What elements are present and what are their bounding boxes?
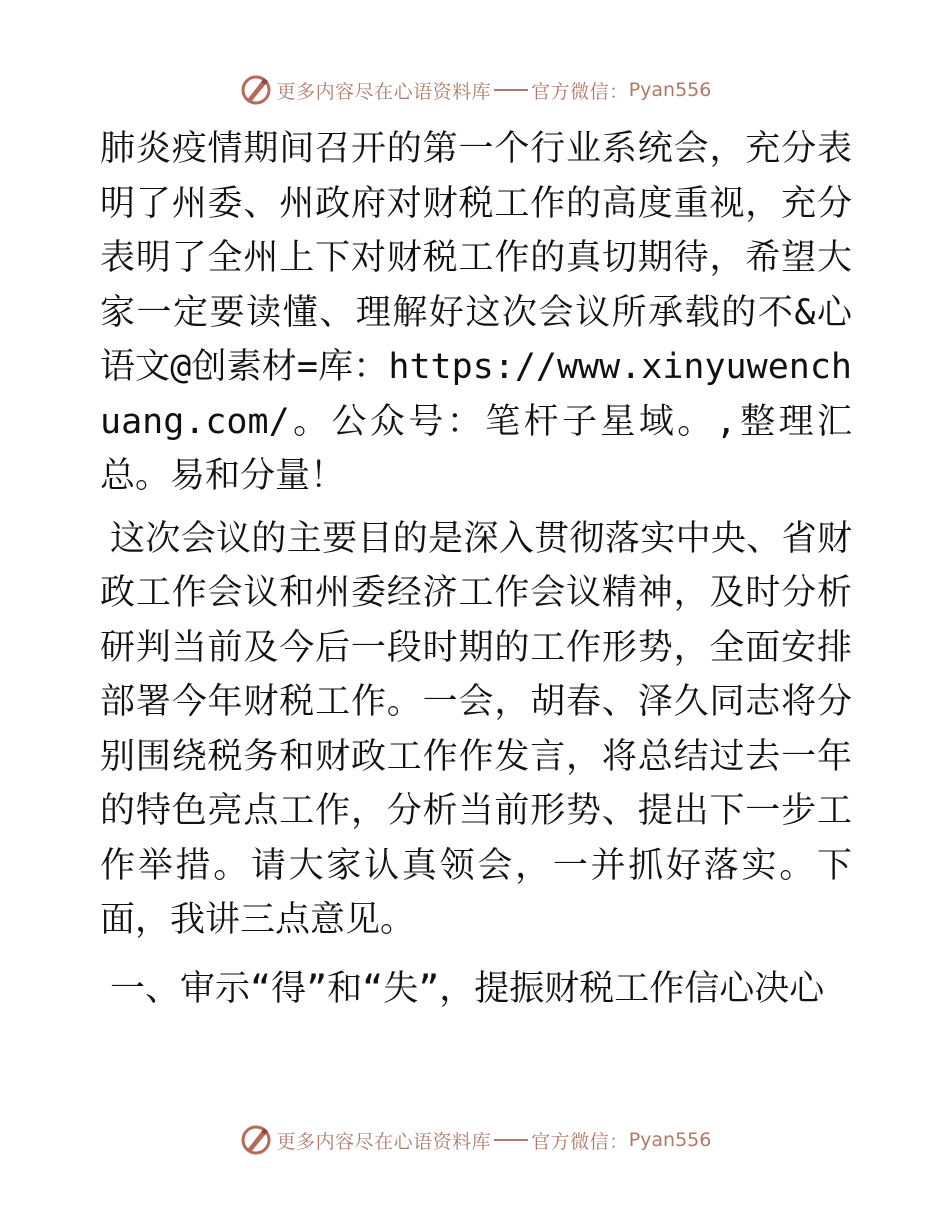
section-heading: 一、审示“得”和“失”，提振财税工作信心决心	[110, 968, 825, 1009]
banner-wechat-id: Pyan556	[628, 79, 712, 101]
pen-logo-icon	[239, 1123, 273, 1157]
banner-suffix: 官方微信：	[531, 1130, 629, 1153]
header-banner	[0, 70, 950, 110]
paragraph-2: 这次会议的主要目的是深入贯彻落实中央、省财政工作会议和州委经济工作会议精神，及时分析研判当前及今后一段时期的工作形势，全面安排部署今年财税工作。一会，胡春、泽久同志将分别围绕税务和财政工作作发言，将总结过去一年的特色亮点工作，分析当前形势、提出下一步工作举措。请大家认真领会，一并抓好落实。下面，我讲三点意见。	[100, 518, 852, 940]
banner-dash	[494, 89, 528, 91]
banner-dash	[494, 1139, 528, 1141]
banner-suffix: 官方微信：	[531, 80, 629, 103]
footer-banner	[0, 1120, 950, 1160]
document-body	[100, 122, 852, 1016]
banner-text: 更多内容尽在心语资料库	[276, 1130, 492, 1153]
banner-wechat-id: Pyan556	[628, 1129, 712, 1151]
paragraph-1: 肺炎疫情期间召开的第一个行业系统会，充分表明了州委、州政府对财税工作的高度重视，充分表明了全州上下对财税工作的真切期待，希望大家一定要读懂、理解好这次会议所承载的不&心语文@创素材=库：https://www.xinyuwenchuang.com/。公众号：笔杆子星域。,整理汇总。易和分量！	[100, 129, 852, 496]
banner-text: 更多内容尽在心语资料库	[276, 80, 492, 103]
pen-logo-icon	[239, 73, 273, 107]
